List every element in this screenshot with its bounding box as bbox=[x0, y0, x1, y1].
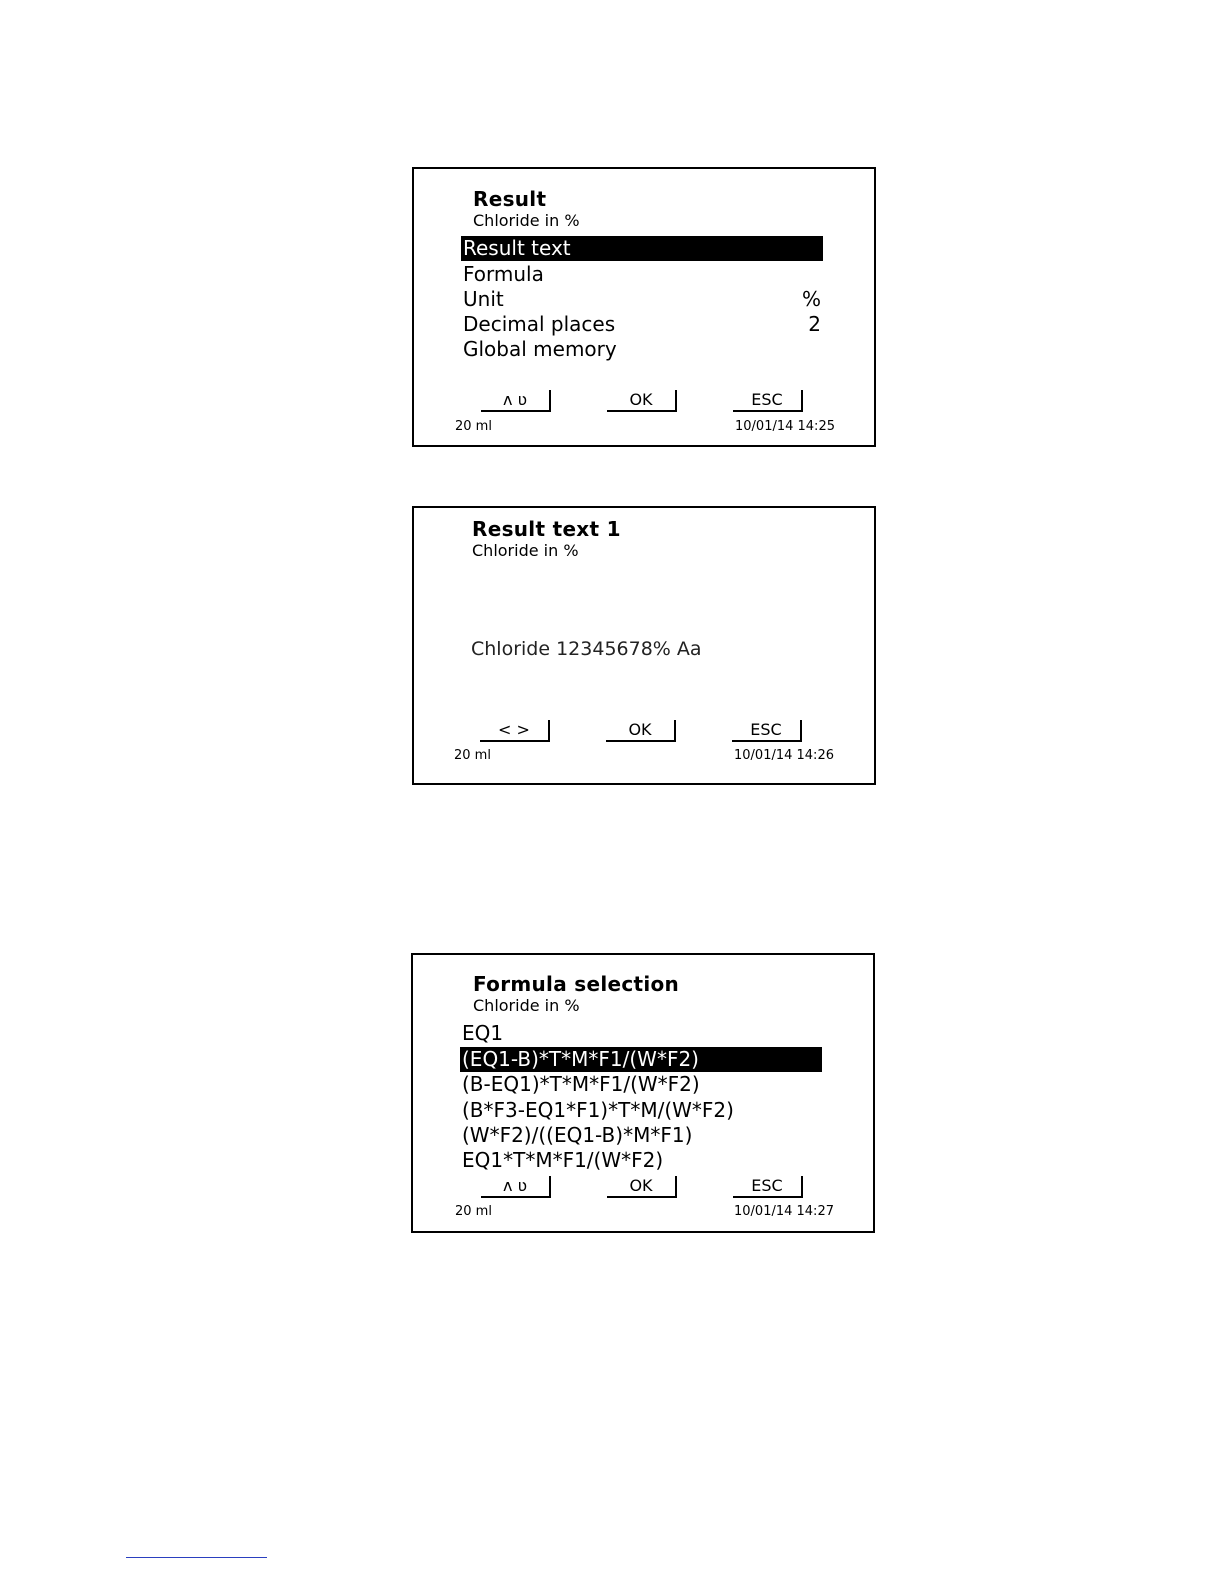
left-right-button[interactable]: < > bbox=[480, 720, 550, 742]
formula-option[interactable] bbox=[460, 1072, 822, 1097]
ok-button[interactable]: OK bbox=[606, 720, 676, 742]
esc-button[interactable]: ESC bbox=[733, 390, 803, 412]
result-text-input[interactable]: Chloride 12345678% Aa bbox=[471, 638, 702, 660]
result-text-screen bbox=[412, 506, 876, 785]
menu-item-value: % bbox=[801, 287, 821, 311]
screen-title: Result text 1 bbox=[472, 517, 621, 541]
menu-item-result-text[interactable] bbox=[461, 236, 823, 261]
esc-button[interactable]: ESC bbox=[733, 1176, 803, 1198]
esc-button[interactable]: ESC bbox=[732, 720, 802, 742]
formula-option[interactable] bbox=[460, 1148, 822, 1173]
screen-subtitle: Chloride in % bbox=[473, 996, 580, 1015]
formula-label: (B-EQ1)*T*M*F1/(W*F2) bbox=[462, 1072, 700, 1096]
menu-item-decimal-places[interactable] bbox=[461, 312, 823, 337]
volume-readout: 20 ml bbox=[455, 1204, 492, 1219]
menu-item-label: Unit bbox=[463, 287, 504, 311]
datetime-readout: 10/01/14 14:26 bbox=[734, 748, 834, 763]
volume-readout: 20 ml bbox=[455, 419, 492, 434]
menu-item-formula[interactable] bbox=[461, 262, 823, 287]
menu-item-label: Global memory bbox=[463, 337, 617, 361]
formula-option[interactable] bbox=[460, 1123, 822, 1148]
footnote-divider bbox=[126, 1557, 267, 1558]
formula-label: (B*F3-EQ1*F1)*T*M/(W*F2) bbox=[462, 1098, 734, 1122]
formula-label: (W*F2)/((EQ1-B)*M*F1) bbox=[462, 1123, 693, 1147]
screen-subtitle: Chloride in % bbox=[472, 541, 579, 560]
formula-option[interactable] bbox=[460, 1098, 822, 1123]
volume-readout: 20 ml bbox=[454, 748, 491, 763]
menu-item-label: Formula bbox=[463, 262, 544, 286]
datetime-readout: 10/01/14 14:25 bbox=[735, 419, 835, 434]
up-down-button[interactable]: ʌ ʋ bbox=[481, 390, 551, 412]
result-screen bbox=[412, 167, 876, 447]
screen-title: Result bbox=[473, 187, 547, 211]
formula-label: EQ1*T*M*F1/(W*F2) bbox=[462, 1148, 664, 1172]
menu-item-value: 2 bbox=[808, 312, 821, 336]
ok-button[interactable]: OK bbox=[607, 390, 677, 412]
menu-item-global-memory[interactable] bbox=[461, 337, 823, 362]
formula-label: (EQ1-B)*T*M*F1/(W*F2) bbox=[462, 1047, 699, 1071]
up-down-button[interactable]: ʌ ʋ bbox=[481, 1176, 551, 1198]
menu-item-label: Decimal places bbox=[463, 312, 616, 336]
menu-item-label: Result text bbox=[463, 236, 571, 260]
menu-item-unit[interactable] bbox=[461, 287, 823, 312]
datetime-readout: 10/01/14 14:27 bbox=[734, 1204, 834, 1219]
formula-selection-screen bbox=[411, 953, 875, 1233]
formula-option-selected[interactable] bbox=[460, 1047, 822, 1072]
formula-label: EQ1 bbox=[462, 1021, 504, 1045]
ok-button[interactable]: OK bbox=[607, 1176, 677, 1198]
screen-title: Formula selection bbox=[473, 972, 680, 996]
screen-subtitle: Chloride in % bbox=[473, 211, 580, 230]
formula-option[interactable] bbox=[460, 1021, 822, 1046]
